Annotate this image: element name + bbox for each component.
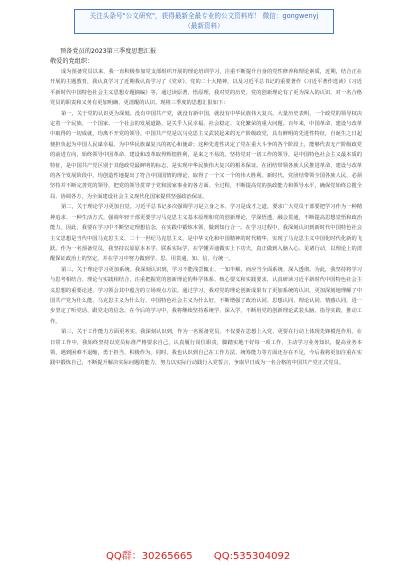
banner-line-2: （最新资料）	[184, 21, 224, 30]
paragraph: 第一，关于党的认识更为深刻。没有中国共产党，就没有新中国，就没有中华民族伟大复兴。大量历史表明，一个政党的领导权决定着一个民族、一个国家、一个社会的发展道路，是关乎人民幸福、社会稳定、文化繁荣的重大问题。百年来，中国革命、建设与改革中取得的一切成就，均离不开党的领导。中国共产党是以马克思主义武装起来的无产阶级政党，具有鲜明的先进性特征，自诞生之日起便担负起为中国人民谋幸福、为中华民族谋复兴的初心和使命；这种先进性决定了党在重大斗争的各个阶段上，能够代表无产阶级政党的前进方向，始终领导中国革命、建设和改革取得辉煌胜利，是来之不易的。坚持党对一切工作的领导，是中国特色社会主义最本质的特征，是中国共产党区别于其他政党最鲜明的标志，是实现中华民族伟大复兴的根本保证。在团结带领各族人民推进革命、建设与改革的各个发展阶段中，均创造性地提出了符合中国国情的理论，取得了一个又一个的伟大胜利。新时代，党团结带领全国各族人民，必须坚持并不断完善党的领导，把党的领导贯穿于党和国家事业的各方面、全过程，不断提高党的执政能力和领导水平，确保党始终总揽全局、协调各方，为全面建设社会主义现代化国家提供坚强政治保证。	[50, 110, 362, 200]
qq-number: QQ:535304092	[213, 551, 291, 562]
qq-group-number: QQ群：30265665	[106, 551, 193, 562]
paragraph: 成为预备党员以来，我一直积极参加党支部组织开展的理论培训学习，注重不断提升自身的党性修养和理论素质，近期，结合正在开展的主题教育，我认真学习了近期我认真学习了《党章》、党的二十大精神，以及习近平总书记的重要著作《习近平著作选读》《习近平新时代中国特色社会主义思想专题摘编》等，通过读原著、悟原理，我对党的历史、党的创新理论有了更为深入的认识，对一名合格党员的职责和义务有更加明确、更清醒的认识。现将三季度的思想汇报如下：	[50, 69, 362, 107]
paragraph: 第三，关于工作能力方面更务实。我深刻认识到，作为一名预备党员，不仅要在思想上入党，更要在行动上体现先锋模范作用。在日常工作中，我始终坚持以党员标准严格要求自己，认真履行岗位职责，脚踏实地干好每一项工作，主动学习业务知识，提高业务本领，遇到困难不退缩，勇于担当、积极作为。同时，我也认识到自己在工作方法、统筹能力等方面还存在不足，今后我将更加注重在实践中锻炼自己，不断提升解决实际问题的能力，努力以实际行动践行入党誓言，争取早日成为一名合格的中国共产党正式党员。	[50, 329, 362, 367]
header-banner	[74, 9, 334, 34]
document-title: 预备党员的2023第三季度思想汇报	[60, 48, 157, 55]
document-body	[50, 47, 362, 543]
paragraph: 第三，关于理论学习更加系统。我深刻认识到，学习不能浅尝辄止、一知半解，而应当全面系统、深入透彻。为此，我坚持将学习与思考相结合、理论与实践相结合，注重把握党的创新理论的科学体系、核心要义和实践要求，认真研读习近平新时代中国特色社会主义思想的重要论述，学习领会其中蕴含的立场观点方法。通过学习，我对党的理论创新成果有了更加系统的认识，更加深刻地理解了中国共产党为什么能、马克思主义为什么行、中国特色社会主义为什么好，不断增强了政治认同、思想认同、理论认同、情感认同，进一步坚定了听党话、跟党走的信念。在今后的学习中，我将继续坚持系统学、深入学，不断用党的创新理论武装头脑、指导实践、推动工作。	[50, 266, 362, 325]
paragraph: 第二，关于理论学习更加自觉。习近平总书记多次强调学习是立身之本、学习是成才之道，要求广大党员干部要把学习作为一种精神追求、一种生活方式。强调年轻干部更要学习马克思主义基本原理和党的创新理论，学深悟透、融会贯通，不断提高思想觉悟和政治能力。因此，我要在学习中不断坚定理想信念，在实践中锻炼本领，做到知行合一。在学习过程中，我深刻认识到新时代中国特色社会主义思想是当代中国马克思主义、二十一世纪马克思主义，是中华文化和中国精神的时代精华，实现了马克思主义中国化时代化新的飞跃。作为一名预备党员，我坚持以原原本本学、联系实际学，在学懂弄通做实上下功夫，真正做到入脑入心、见诸行动，以理论上的清醒保证政治上的坚定，并在学习中努力做到学、思、用贯通，知、信、行统一。	[50, 204, 362, 263]
banner-line-1: 关注头条号"公文研究"，获得最新全最专业的公文资料库！ 微信：gongwenyj	[89, 12, 319, 20]
salutation: 敬爱的党组织：	[50, 58, 94, 65]
contact-footer	[106, 550, 326, 564]
